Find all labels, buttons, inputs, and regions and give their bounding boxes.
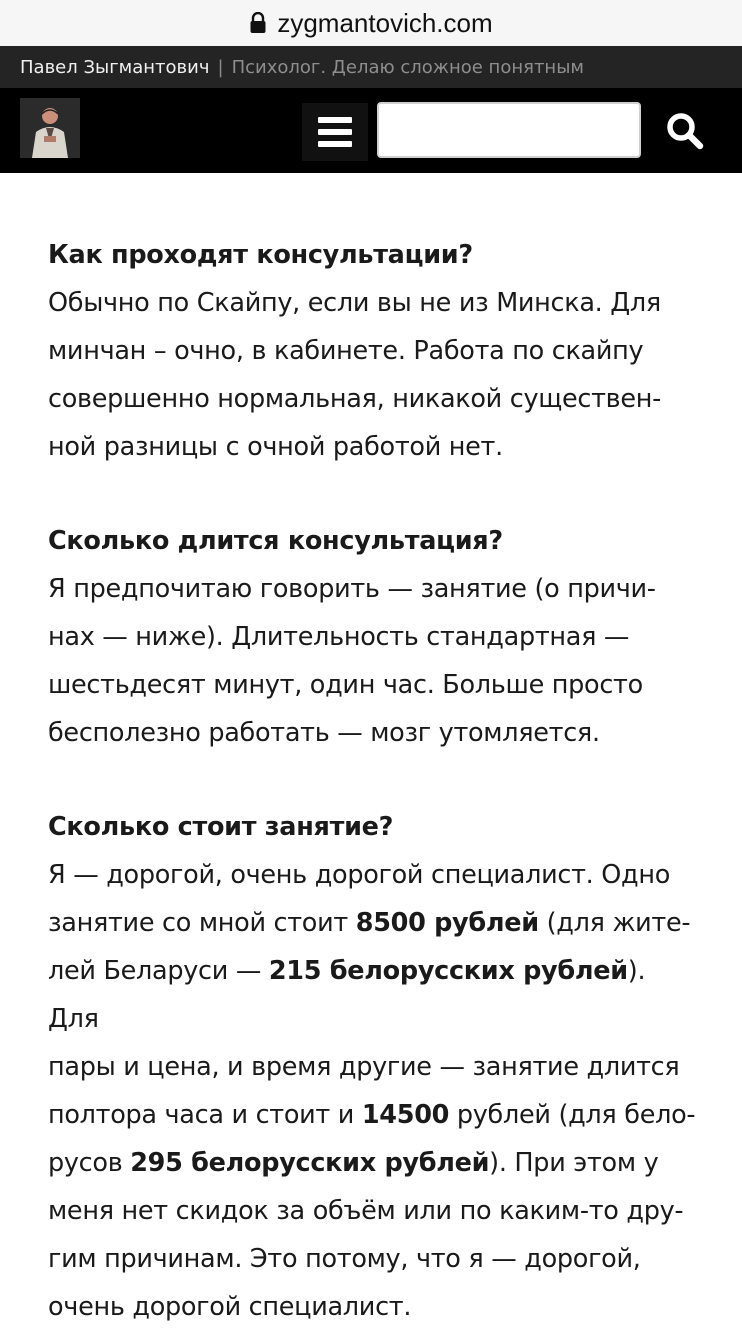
faq-item <box>48 803 696 1331</box>
answer-text: рублей (для бело- <box>449 1100 696 1130</box>
faq-question: Сколько стоит занятие? <box>48 812 394 842</box>
faq-item <box>48 517 696 757</box>
menu-icon[interactable] <box>302 103 368 161</box>
site-title-strip <box>0 46 742 88</box>
search-input[interactable] <box>377 102 641 158</box>
price-highlight: 215 белорусских рублей <box>268 956 628 986</box>
answer-text: русов <box>48 1148 131 1178</box>
answer-line: нах — ниже). Длительность стандартная — <box>48 622 630 652</box>
faq-answer <box>48 851 696 1331</box>
answer-text: (для жите- <box>538 908 691 938</box>
answer-line: гим причинам. Это потому, что я — дорогой, <box>48 1244 641 1274</box>
title-separator: | <box>217 56 224 78</box>
answer-line: бесполезно работать — мозг утомляется. <box>48 718 600 748</box>
site-header <box>0 88 742 173</box>
faq-question: Сколько длится консультация? <box>48 526 503 556</box>
faq-item <box>48 231 696 471</box>
answer-line: меня нет скидок за объём или по каким-то дру- <box>48 1196 684 1226</box>
site-author[interactable]: Павел Зыгмантович <box>20 56 210 78</box>
price-highlight: 295 белорусских рублей <box>130 1148 490 1178</box>
answer-line: совершенно нормальная, никакой существен- <box>48 384 662 414</box>
avatar[interactable] <box>20 98 80 158</box>
faq-answer <box>48 565 696 757</box>
answer-text: полтора часа и стоит и <box>48 1100 362 1130</box>
browser-address-bar[interactable] <box>0 0 742 46</box>
answer-text: занятие со мной стоит <box>48 908 356 938</box>
answer-text: лей Беларуси — <box>48 956 269 986</box>
answer-text: ). Для <box>48 956 646 1034</box>
search-icon <box>665 111 705 151</box>
search-button[interactable] <box>652 102 718 160</box>
article-content <box>0 173 742 1331</box>
price-highlight: 8500 рублей <box>355 908 539 938</box>
answer-line: минчан – очно, в кабинете. Работа по скайпу <box>48 336 644 366</box>
answer-line: шестьдесят минут, один час. Больше просто <box>48 670 643 700</box>
answer-line: Я предпочитаю говорить — занятие (о причи- <box>48 574 656 604</box>
faq-question: Как проходят консультации? <box>48 240 473 270</box>
answer-line: Обычно по Скайпу, если вы не из Минска. Для <box>48 288 661 318</box>
answer-line: ной разницы с очной работой нет. <box>48 432 503 462</box>
answer-line: Я — дорогой, очень дорогой специалист. Одно <box>48 860 671 890</box>
faq-answer <box>48 279 696 471</box>
site-tagline: Психолог. Делаю сложное понятным <box>231 56 584 78</box>
author-photo <box>20 98 80 158</box>
answer-line: очень дорогой специалист. <box>48 1292 412 1322</box>
answer-line: пары и цена, и время другие — занятие длится <box>48 1052 680 1082</box>
answer-text: ). При этом у <box>489 1148 659 1178</box>
browser-url: zygmantovich.com <box>277 7 493 38</box>
price-highlight: 14500 <box>361 1100 450 1130</box>
lock-icon <box>249 12 267 34</box>
